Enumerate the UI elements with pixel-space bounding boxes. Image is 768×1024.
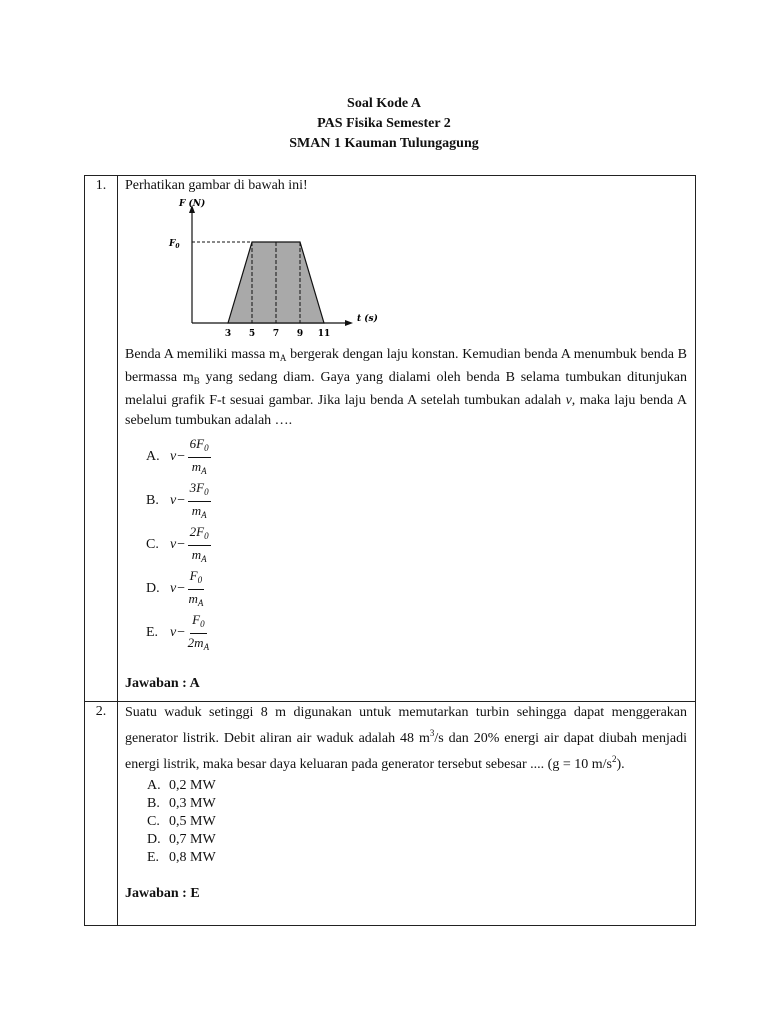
formula-prefix: v− [170, 449, 186, 464]
option-letter: D. [146, 581, 160, 596]
option-text: 0,3 MW [169, 796, 216, 811]
option-letter: E. [146, 625, 159, 640]
option-formula [170, 480, 211, 523]
fraction-denominator: $m_A$ [191, 546, 207, 564]
question-row-1 [85, 176, 696, 702]
fraction [188, 612, 209, 655]
fraction [188, 436, 211, 479]
header-school: SMAN 1 Kauman Tulungagung [289, 136, 479, 151]
option-formula [170, 524, 211, 567]
option-formula [170, 568, 204, 611]
option-letter: B. [146, 493, 159, 508]
stem-variable: v [565, 393, 572, 408]
option-a [147, 777, 687, 795]
question-intro: Perhatikan gambar di bawah ini! [125, 178, 308, 193]
option-letter: C. [147, 814, 160, 829]
answer-key: Jawaban : A [125, 676, 200, 691]
stem-text: Benda A memiliki massa m [125, 347, 280, 362]
stem-text: yang sedang diam. Gaya yang dialami oleh benda B selama tumbukan ditunjukan melalui grafik F-t sesuai gambar. Jika laju benda A setelah tumbukan adalah [125, 370, 688, 408]
force-time-chart [145, 197, 385, 339]
stem-subscript: A [279, 353, 287, 363]
question-stem [125, 345, 687, 431]
option-letter: C. [146, 537, 159, 552]
stem-text: Suatu waduk setinggi 8 m digunakan untuk memutarkan turbin sehingga dapat menggerakan generator listrik. Debit aliran air waduk adalah 48 m [125, 705, 687, 746]
x-tick-label: 3 [224, 329, 232, 339]
formula-prefix: v− [170, 493, 186, 508]
fraction-denominator: $2m_A$ [187, 634, 210, 652]
option-letter: B. [147, 796, 160, 811]
fraction [188, 524, 211, 567]
header-subtitle: PAS Fisika Semester 2 [317, 116, 451, 131]
option-text: 0,7 MW [169, 832, 216, 847]
option-b [147, 795, 687, 813]
formula-prefix: v− [170, 537, 186, 552]
stem-subscript: B [193, 376, 200, 386]
fraction-denominator: $m_A$ [188, 590, 204, 608]
y-axis-label: F (N) [179, 199, 206, 209]
option-b [146, 479, 687, 523]
y-tick-f0: $F_0$ [169, 239, 180, 250]
options-list [147, 777, 687, 867]
option-d [146, 567, 687, 611]
x-tick-label: 7 [272, 329, 280, 339]
formula-prefix: v− [170, 581, 186, 596]
question-table [84, 175, 696, 926]
option-letter: A. [147, 778, 161, 793]
option-c [146, 523, 687, 567]
fraction [188, 568, 204, 611]
option-formula [170, 612, 209, 655]
fraction-numerator: $F_0$ [190, 612, 206, 634]
question-number: 1. [85, 176, 118, 702]
stem-superscript: 3 [429, 728, 435, 738]
answer-key: Jawaban : E [125, 886, 200, 901]
fraction [188, 480, 211, 523]
question-body [118, 176, 696, 702]
fraction-numerator: $6F_0$ [188, 436, 211, 458]
x-axis-arrow [345, 320, 353, 326]
question-body [118, 702, 696, 926]
x-tick-label: 5 [248, 329, 256, 339]
fraction-numerator: $2F_0$ [188, 524, 211, 546]
x-tick-label: 11 [317, 329, 331, 339]
fraction-denominator: $m_A$ [191, 458, 207, 476]
option-formula [170, 436, 211, 479]
stem-text: ). [616, 757, 625, 772]
fraction-numerator: $3F_0$ [188, 480, 211, 502]
fraction-numerator: $F_0$ [188, 568, 204, 590]
stem-text: , maka laju benda A sebelum tumbukan adalah …. [125, 393, 688, 428]
question-stem [125, 703, 687, 775]
stem-text: bergerak dengan laju konstan. Kemudian benda A menumbuk benda B bermassa m [125, 347, 687, 385]
option-d [147, 831, 687, 849]
option-text: 0,2 MW [169, 778, 216, 793]
option-e [147, 849, 687, 867]
header-title: Soal Kode A [347, 96, 421, 111]
document-header [0, 94, 768, 154]
option-a [146, 435, 687, 479]
fraction-denominator: $m_A$ [191, 502, 207, 520]
x-axis-label: t (s) [357, 314, 378, 324]
stem-superscript: 2 [611, 754, 617, 764]
option-letter: D. [147, 832, 161, 847]
option-e [146, 611, 687, 655]
stem-text: /s dan 20% energi air dapat diubah menjadi energi listrik, maka besar daya keluaran pada generator tersebut sebesar .... (g = 10 m/s [125, 731, 687, 772]
options-list [146, 435, 687, 655]
option-text: 0,8 MW [169, 850, 216, 865]
question-row-2 [85, 702, 696, 926]
x-tick-label: 9 [296, 329, 304, 339]
option-letter: A. [146, 449, 160, 464]
option-c [147, 813, 687, 831]
question-number: 2. [85, 702, 118, 926]
formula-prefix: v− [170, 625, 186, 640]
option-letter: E. [147, 850, 160, 865]
option-text: 0,5 MW [169, 814, 216, 829]
